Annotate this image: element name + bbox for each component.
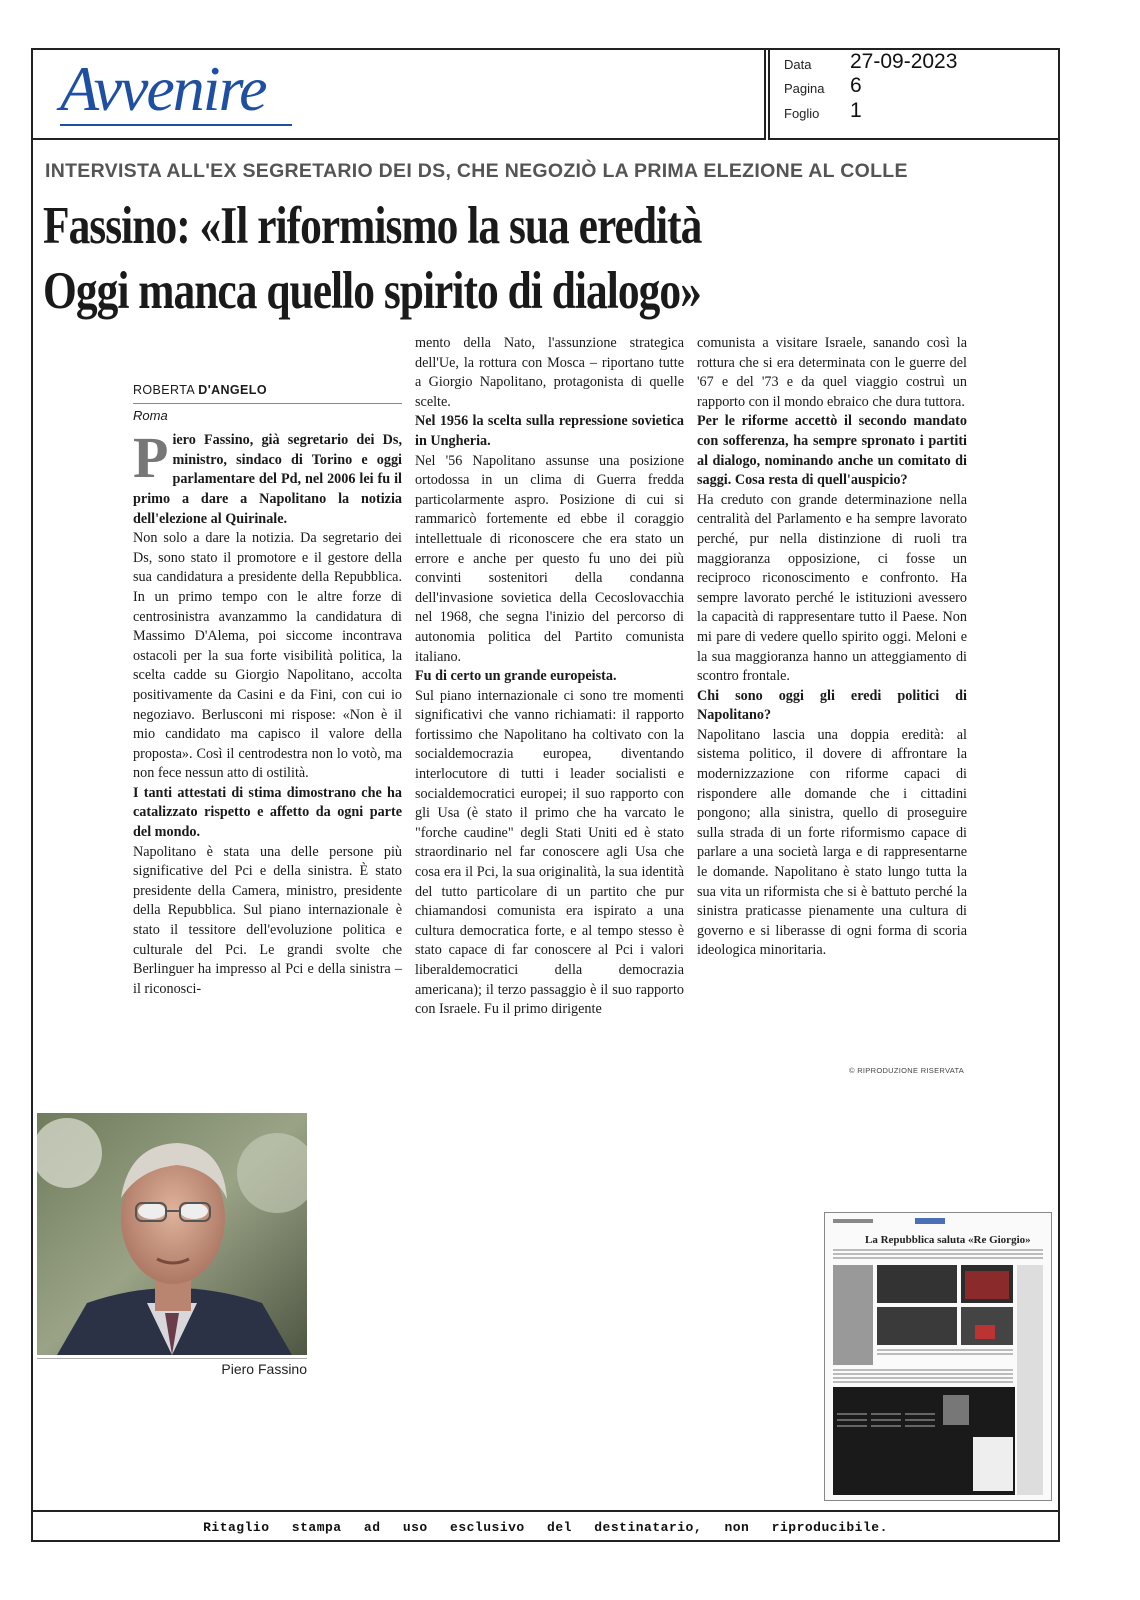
logo-underline — [60, 124, 292, 126]
meta-label-data: Data — [784, 57, 812, 72]
answer-5: Ha creduto con grande determinazione nella centralità del Parlamento e ha sempre lavorato perché, pur nella distinzione di ruoli tra maggioranza opposizione, ci fosse un reciproco riconoscimento e confronto. Ha sempre lavorato perché le istituzioni avessero la capacità di rappresentare tutto il Paese. Non mi pare di vedere quello spirito oggi. Meloni e la sua maggioranza hanno un atteggiamento di scontro frontale. — [697, 491, 967, 685]
portrait-image — [37, 1113, 307, 1355]
meta-value-foglio: 1 — [850, 99, 862, 122]
question-1-text: iero Fassino, già segretario dei Ds, ministro, sindaco di Torino e oggi parlamentare del Pd, nel 2006 lei fu il primo a dare a Napolitano la notizia dell'elezione al Quirinale. — [133, 432, 402, 527]
article-column-1 — [133, 381, 402, 999]
author-first-name: ROBERTA — [133, 383, 195, 397]
question-6: Chi sono oggi gli eredi politici di Napolitano? — [697, 687, 967, 724]
thumbnail-headline: La Repubblica saluta «Re Giorgio» — [865, 1234, 1031, 1246]
footer-bar — [31, 1510, 1060, 1544]
answer-2: Napolitano è stata una delle persone più significative del Pci e della sinistra. È stato presidente della Camera, ministro, presidente della Repubblica. Sul piano internazionale è stato il tessitore dell'evoluzione politica e culturale del Pci. Le grandi svolte che Berlinguer ha impresso al Pci e della sinistra – il riconosci- — [133, 843, 402, 997]
meta-label-pagina: Pagina — [784, 81, 825, 96]
photo-caption-text: Piero Fassino — [221, 1361, 307, 1377]
meta-value-pagina: 6 — [850, 74, 862, 97]
meta-label-foglio: Foglio — [784, 106, 820, 121]
answer-1: Non solo a dare la notizia. Da segretario dei Ds, sono stato il promotore e il gestore della sua candidatura a presidente della Repubblica. In un primo tempo con le altre forze di centrosinistra avanzammo la candidatura di Massimo D'Alema, poi siccome incontrava ostacoli per la sua forte visibilità politica, la scelta cadde su Giorgio Napolitano, accolta positivamente da Casini e da Fini, con cui io negoziavo. Berlusconi mi rispose: «Non è il mio candidato ma capisco il valore della proposta». Così il centrodestra non lo votò, ma non fece nessun atto di ostilità. — [133, 530, 402, 782]
question-3: Nel 1956 la scelta sulla repressione sovietica in Ungheria. — [415, 413, 684, 449]
newspaper-logo: Avvenire — [60, 53, 266, 124]
answer-2-continued: mento della Nato, l'assunzione strategica dell'Ue, la rottura con Mosca – riportano tutte a Giorgio Napolitano, protagonista di quelle scelte. — [415, 335, 684, 410]
answer-6: Napolitano lascia una doppia eredità: al sistema politico, il dovere di affrontare la modernizzazione con riforme capaci di rispondere alle domande che i cittadini pongono; alla sinistra, quello di proseguire sulla strada di un forte riformismo capace di parlare a una società larga e di rappresentarne le domande. Napolitano è stato lungo tutta la sua vita un riformista che si è battuto perché la sinistra praticasse pienamente una cultura di governo e si liberasse di ogni forma di scoria ideologica minoritaria. — [697, 726, 967, 959]
page-thumbnail — [824, 1212, 1052, 1501]
question-5: Per le riforme accettò il secondo mandato con sofferenza, ha sempre spronato i partiti al dialogo, nominando anche un comitato di saggi. Cosa resta di quell'auspicio? — [697, 413, 967, 489]
answer-4-continued: comunista a visitare Israele, sanando così la rottura che si era determinata con le guerre del '67 e del '73 e da quel viaggio costruì un rapporto con il mondo ebraico che dura tuttora. — [697, 335, 967, 410]
headline-line-2: Oggi manca quello spirito di dialogo» — [43, 262, 701, 320]
answer-3: Nel '56 Napolitano assunse una posizione ortodossa in un clima di Guerra fredda particolarmente aspro. Posizione di cui si rammaricò fortemente ed ebbe il coraggio intellettuale di riconoscere che era stato un errore e anche per questo fu uno dei più convinti sostenitori della condanna dell'invasione sovietica della Cecoslovacchia nel 1968, che segna l'inizio del percorso di autonomia politica del Partito comunista italiano. — [415, 452, 684, 665]
byline — [133, 381, 402, 404]
question-4: Fu di certo un grande europeista. — [415, 668, 617, 685]
footer-notice: Ritaglio stampa ad uso esclusivo del destinatario, non riproducibile. — [203, 1520, 888, 1535]
answer-4: Sul piano internazionale ci sono tre momenti significativi che vanno richiamati: il rapporto fortissimo che Napolitano ha coltivato con la socialdemocrazia europea, diventando interlocutore di tutti i leader socialisti e socialdemocratici europei; il suo rapporto con gli Usa (è stato il primo che ha varcato le "forche caudine" degli Stati Uniti ed è stato straordinario nel far conoscere agli Usa che cosa era il Pci, la sua originalità, la sua identità del tutto particolare di un partito che pur chiamandosi comunista era ispirato a una cultura democratica forte, e al tempo stesso è stato capace di far conoscere al Pci i valori liberaldemocratici della democrazia americana); il terzo passaggio è il suo rapporto con Israele. Fu il primo dirigente — [415, 687, 684, 1018]
article-column-2 — [415, 334, 684, 1020]
question-1 — [133, 425, 402, 529]
meta-value-data: 27-09-2023 — [850, 50, 958, 73]
article-column-3 — [697, 334, 967, 961]
portrait-photo — [37, 1113, 307, 1355]
page-thumbnail-graphic — [825, 1213, 1051, 1500]
question-2: I tanti attestati di stima dimostrano che ha catalizzato rispetto e affetto da ogni parte del mondo. — [133, 784, 402, 841]
dropcap: P — [133, 425, 169, 491]
photo-caption — [37, 1358, 307, 1377]
article-kicker: INTERVISTA ALL'EX SEGRETARIO DEI DS, CHE NEGOZIÒ LA PRIMA ELEZIONE AL COLLE — [45, 160, 908, 182]
copyright-notice: © RIPRODUZIONE RISERVATA — [849, 1066, 965, 1075]
headline-line-1: Fassino: «Il riformismo la sua eredità — [43, 197, 702, 255]
dateline: Roma — [133, 407, 168, 423]
author-last-name: D'ANGELO — [198, 383, 267, 397]
